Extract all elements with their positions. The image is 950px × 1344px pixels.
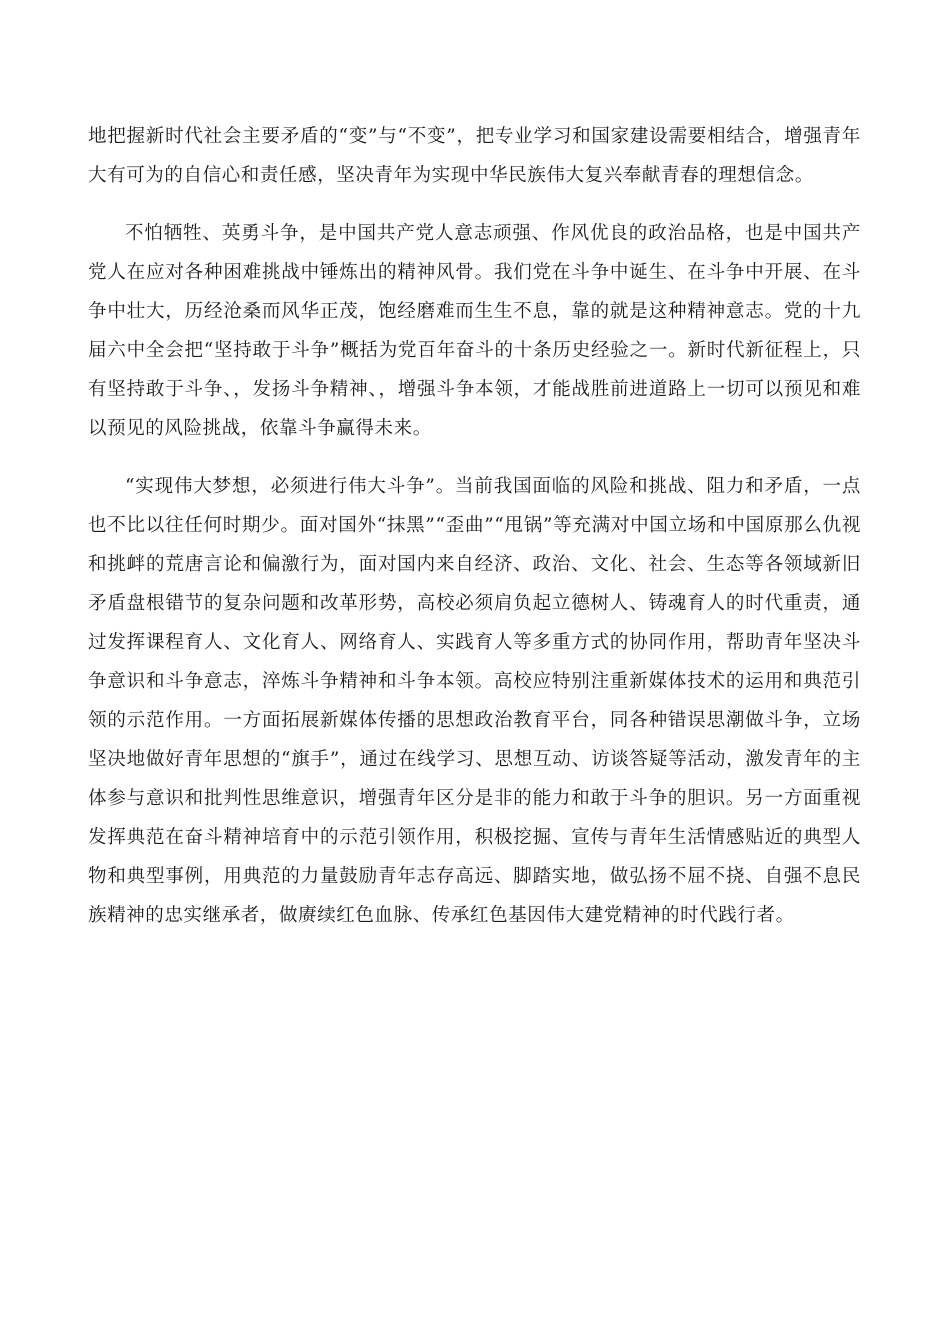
paragraph-continued: 地把握新时代社会主要矛盾的“变”与“不变”，把专业学习和国家建设需要相结合，增强青年大有可为的自信心和责任感，坚决青年为实现中华民族伟大复兴奉献青春的理想信念。 xyxy=(88,126,861,186)
paragraph-struggle-spirit: 不怕牺牲、英勇斗争，是中国共产党人意志顽强、作风优良的政治品格，也是中国共产党人在应对各种困难挑战中锤炼出的精神风骨。我们党在斗争中诞生、在斗争中开展、在斗争中壮大，历经沧桑而风华正茂，饱经磨难而生生不息，靠的就是这种精神意志。党的十九届六中全会把“坚持敢于斗争”概括为党百年奋斗的十条历史经验之一。新时代新征程上，只有坚持敢于斗争、，发扬斗争精神、，增强斗争本领，才能战胜前进道路上一切可以预见和难以预见的风险挑战，依靠斗争赢得未来。 xyxy=(88,223,861,439)
document-body xyxy=(88,117,861,935)
paragraph-great-struggle: “实现伟大梦想，必须进行伟大斗争”。当前我国面临的风险和挑战、阻力和矛盾，一点也不比以往任何时期少。面对国外“抹黑”“歪曲”“甩锅”等充满对中国立场和中国原那么仇视和挑衅的荒唐言论和偏激行为，面对国内来自经济、政治、文化、社会、生态等各领域新旧矛盾盘根错节的复杂问题和改革形势，高校必须肩负起立德树人、铸魂育人的时代重责，通过发挥课程育人、文化育人、网络育人、实践育人等多重方式的协同作用，帮助青年坚决斗争意识和斗争意志，淬炼斗争精神和斗争本领。高校应特别注重新媒体技术的运用和典范引领的示范作用。一方面拓展新媒体传播的思想政治教育平台，同各种错误思潮做斗争，立场坚决地做好青年思想的“旗手”，通过在线学习、思想互动、访谈答疑等活动，激发青年的主体参与意识和批判性思维意识，增强青年区分是非的能力和敢于斗争的胆识。另一方面重视发挥典范在奋斗精神培育中的示范引领作用，积极挖掘、宣传与青年生活情感贴近的典型人物和典型事例，用典范的力量鼓励青年志存高远、脚踏实地，做弘扬不屈不挠、自强不息民族精神的忠实继承者，做赓续红色血脉、传承红色基因伟大建党精神的时代践行者。 xyxy=(88,476,861,926)
